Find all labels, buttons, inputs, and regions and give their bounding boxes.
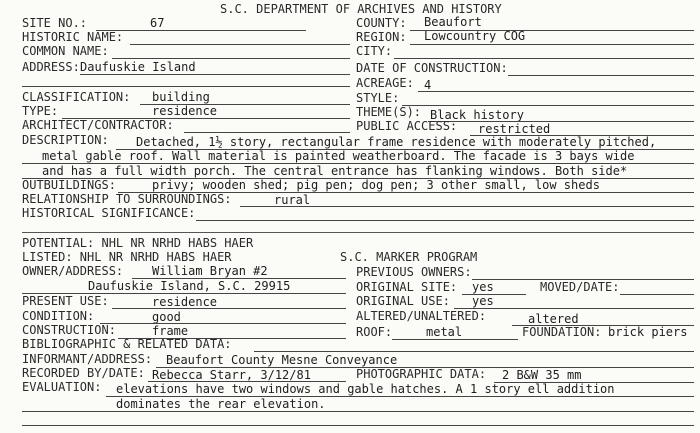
- label-moved-date: MOVED/DATE:: [540, 280, 620, 294]
- value-outbuildings: privy; wooden shed; pig pen; dog pen; 3 other small, low sheds: [152, 178, 600, 192]
- label-previous-owners: PREVIOUS OWNERS:: [356, 265, 472, 279]
- value-evaluation-1: elevations have two windows and gable hatches. A 1 story ell addition: [116, 382, 615, 396]
- label-owner-address: OWNER/ADDRESS:: [22, 264, 124, 278]
- value-classification: building: [152, 90, 210, 104]
- label-style: STYLE:: [356, 91, 400, 105]
- label-condition: CONDITION:: [22, 309, 95, 323]
- value-county: Beaufort: [424, 15, 482, 29]
- bibliographic-line: [254, 351, 694, 352]
- value-owner-2: Daufuskie Island, S.C. 29915: [88, 279, 291, 293]
- present-use-line: [112, 308, 346, 309]
- value-original-use: yes: [472, 294, 494, 308]
- label-historic-name: HISTORIC NAME:: [22, 30, 124, 44]
- architect-line: [184, 132, 350, 133]
- label-date-of-construction: DATE OF CONSTRUCTION:: [356, 61, 508, 75]
- description-line-3: and has a full width porch. The central entrance has flanking windows. Both side*: [42, 164, 628, 178]
- label-site-no: SITE NO.:: [22, 16, 88, 30]
- value-theme: Black history: [430, 108, 524, 122]
- value-roof: metal: [426, 325, 463, 339]
- section-divider-1: [22, 232, 694, 233]
- value-address: Daufuskie Island: [80, 60, 196, 74]
- value-informant: Beaufort County Mesne Conveyance: [166, 353, 398, 367]
- condition-line: [100, 323, 346, 324]
- value-site-no: 67: [150, 16, 165, 30]
- region-line: [410, 44, 694, 45]
- label-description: DESCRIPTION:: [22, 133, 109, 147]
- label-foundation: FOUNDATION:: [522, 325, 602, 339]
- historic-name-line: [130, 44, 350, 45]
- label-bibliographic: BIBLIOGRAPHIC & RELATED DATA:: [22, 337, 232, 351]
- style-line: [402, 105, 694, 106]
- value-original-site: yes: [472, 280, 494, 294]
- label-original-use: ORIGINAL USE:: [356, 294, 450, 308]
- original-use-line: [454, 308, 694, 309]
- label-outbuildings: OUTBUILDINGS:: [22, 178, 116, 192]
- value-present-use: residence: [152, 295, 218, 309]
- relationship-line: [240, 206, 694, 207]
- theme-line: [428, 121, 694, 122]
- address-line-2: [22, 86, 350, 87]
- label-altered-unaltered: ALTERED/UNALTERED:: [356, 309, 487, 323]
- site-no-line: [96, 30, 306, 31]
- value-evaluation-2: dominates the rear elevation.: [116, 397, 326, 411]
- label-public-access: PUBLIC ACCESS:: [356, 119, 458, 133]
- evaluation-line-2: [22, 411, 694, 412]
- label-evaluation: EVALUATION:: [22, 380, 102, 394]
- label-potential: POTENTIAL: NHL NR NRHD HABS HAER: [22, 236, 254, 250]
- label-relationship: RELATIONSHIP TO SURROUNDINGS:: [22, 192, 232, 206]
- label-listed: LISTED: NHL NR NRHD HABS HAER: [22, 250, 232, 264]
- label-architect: ARCHITECT/CONTRACTOR:: [22, 118, 174, 132]
- value-relationship: rural: [274, 193, 311, 207]
- moved-date-line: [620, 294, 694, 295]
- value-public-access: restricted: [478, 122, 551, 136]
- value-type: residence: [152, 104, 218, 118]
- value-foundation: brick piers: [608, 325, 688, 339]
- evaluation-line-3: [22, 425, 694, 426]
- label-informant: INFORMANT/ADDRESS:: [22, 352, 153, 366]
- value-region: Lowcountry COG: [424, 29, 526, 43]
- value-condition: good: [152, 310, 181, 324]
- value-owner-1: William Bryan #2: [152, 264, 268, 278]
- label-classification: CLASSIFICATION:: [22, 90, 131, 104]
- value-recorded-by: Rebecca Starr, 3/12/81: [152, 368, 311, 382]
- form-header: S.C. DEPARTMENT OF ARCHIVES AND HISTORY: [220, 2, 502, 16]
- label-acreage: ACREAGE:: [356, 76, 414, 90]
- label-original-site: ORIGINAL SITE:: [356, 280, 458, 294]
- acreage-line: [418, 91, 694, 92]
- label-historical-significance: HISTORICAL SIGNIFICANCE:: [22, 206, 196, 220]
- value-photographic-data: 2 B&W 35 mm: [502, 368, 582, 382]
- label-roof: ROOF:: [356, 325, 393, 339]
- value-construction: frame: [152, 324, 189, 338]
- label-common-name: COMMON NAME:: [22, 44, 109, 58]
- label-theme: THEME(S):: [356, 105, 422, 119]
- label-county: COUNTY:: [356, 16, 407, 30]
- label-address: ADDRESS:: [22, 60, 80, 74]
- common-name-line: [112, 58, 350, 59]
- label-marker-program: S.C. MARKER PROGRAM: [340, 250, 478, 264]
- label-recorded-by: RECORDED BY/DATE:: [22, 366, 145, 380]
- label-photographic-data: PHOTOGRAPHIC DATA:: [356, 367, 487, 381]
- label-present-use: PRESENT USE:: [22, 294, 109, 308]
- roof-line: [392, 339, 518, 340]
- date-construction-line: [508, 75, 694, 76]
- value-altered: altered: [528, 312, 579, 326]
- label-type: TYPE:: [22, 104, 59, 118]
- label-city: CITY:: [356, 44, 393, 58]
- significance-line: [196, 220, 694, 221]
- description-line-1: Detached, 1½ story, rectangular frame residence with moderately pitched,: [136, 135, 657, 149]
- label-region: REGION:: [356, 30, 407, 44]
- label-construction: CONSTRUCTION:: [22, 323, 116, 337]
- address-line: [80, 74, 350, 75]
- value-acreage: 4: [424, 78, 432, 92]
- city-line: [394, 58, 694, 59]
- description-line-2: metal gable roof. Wall material is painted weatherboard. The facade is 3 bays wide: [42, 149, 635, 163]
